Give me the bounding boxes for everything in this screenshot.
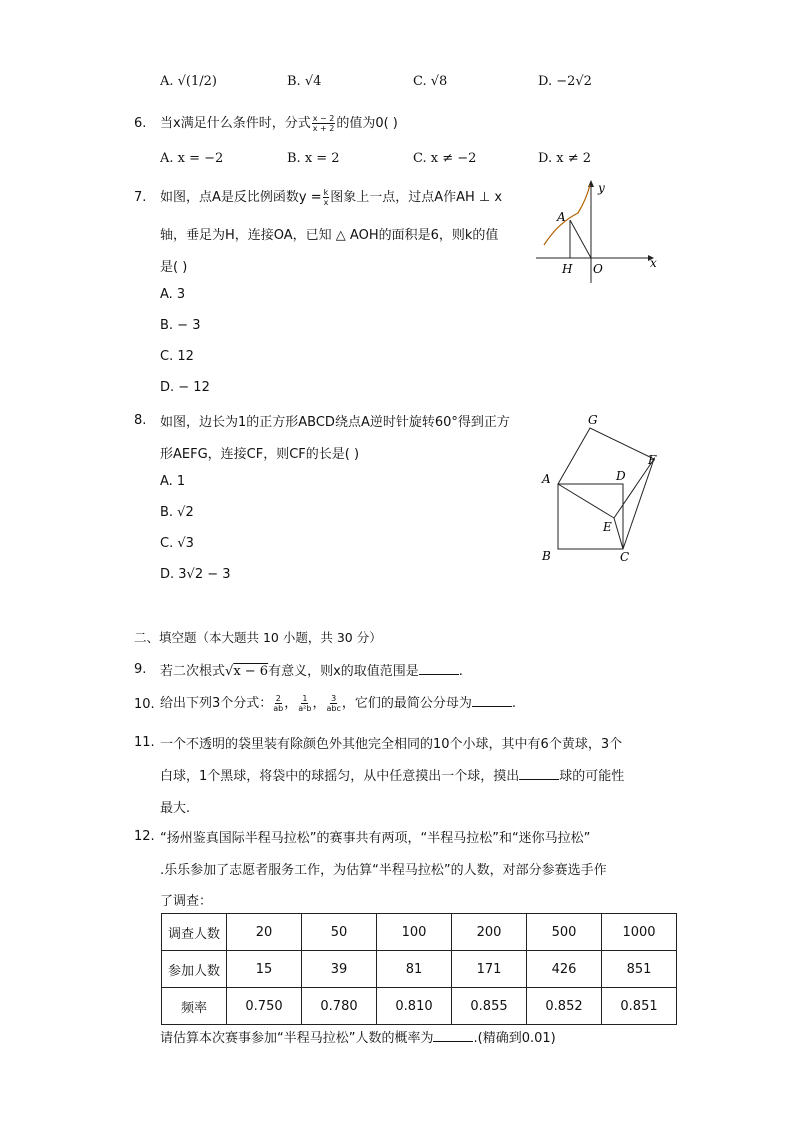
table-cell: 500: [527, 914, 602, 951]
label-b: B: [542, 549, 551, 563]
table-cell: 851: [602, 951, 677, 988]
q8-option-c: C. √3: [160, 536, 194, 551]
frequency-table: [161, 913, 677, 1025]
table-cell: 171: [452, 951, 527, 988]
label-o: O: [593, 262, 603, 276]
label-a: A: [557, 210, 566, 224]
table-cell: 81: [377, 951, 452, 988]
table-cell: 0.750: [227, 988, 302, 1025]
y-axis-arrow: [588, 180, 594, 187]
q8-option-d: D. 3√2 − 3: [160, 567, 231, 582]
q6-option-c: C. x ≠ −2: [413, 151, 477, 166]
table-row: [162, 988, 677, 1025]
table-cell: 0.855: [452, 988, 527, 1025]
q11-line1: 一个不透明的袋里装有除颜色外其他完全相同的10个小球，其中有6个黄球，3个: [160, 737, 623, 752]
q5-option-b: B. √4: [287, 74, 322, 89]
row-header: 调查人数: [162, 914, 227, 951]
q10-number: 10.: [134, 697, 155, 712]
table-cell: 200: [452, 914, 527, 951]
label-h: H: [562, 262, 573, 276]
table-cell: 39: [302, 951, 377, 988]
q6-number: 6.: [134, 116, 147, 131]
q11-number: 11.: [134, 735, 155, 750]
q9-stem: 若二次根式√x − 6有意义，则x的取值范围是 .: [160, 664, 463, 679]
q12-line2: .乐乐参加了志愿者服务工作，为估算“半程马拉松”的人数，对部分参赛选手作: [160, 863, 607, 878]
table-cell: 0.780: [302, 988, 377, 1025]
segment-cf: [623, 459, 654, 549]
q6-stem: 当x满足什么条件时，分式 $\frac{x - 2}{x + 2}$ 的值为0( ): [160, 114, 398, 133]
hyperbola-curve: [544, 185, 590, 245]
q7-option-d: D. − 12: [160, 380, 210, 395]
q8-stem-line2: 形AEFG，连接CF，则CF的长是( ): [160, 447, 360, 462]
table-cell: 50: [302, 914, 377, 951]
q9-number: 9.: [134, 662, 147, 677]
q6-option-a: A. x = −2: [160, 151, 224, 166]
square-abcd: [558, 484, 623, 549]
q5-option-c: C. √8: [413, 74, 448, 89]
segment-ec: [614, 518, 623, 549]
q7-stem-line3: 是( ): [160, 260, 188, 275]
q7-option-b: B. − 3: [160, 318, 201, 333]
q9-answer-blank[interactable]: [419, 662, 459, 675]
q7-stem-line1: 如图，点A是反比例函数y = $\frac{k}{x}$ 图象上一点，过点A作AH ⊥ x: [160, 188, 503, 207]
q12-answer-blank[interactable]: [433, 1029, 473, 1042]
q8-figure: [530, 408, 670, 568]
q12-number: 12.: [134, 829, 155, 844]
label-c: C: [620, 550, 630, 564]
table-row: [162, 914, 677, 951]
q5-option-d: D. −2√2: [538, 74, 592, 89]
q12-line1: “扬州鉴真国际半程马拉松”的赛事共有两项，“半程马拉松”和“迷你马拉松”: [160, 831, 591, 846]
q11-line2: 白球，1个黑球，将袋中的球摇匀，从中任意摸出一个球，摸出 球的可能性: [160, 769, 625, 784]
q11-answer-blank[interactable]: [519, 767, 559, 780]
q7-option-a: A. 3: [160, 287, 186, 302]
label-d: D: [616, 469, 626, 483]
q12-line3: 了调查：: [160, 894, 213, 909]
table-row: [162, 951, 677, 988]
label-f: F: [648, 453, 657, 467]
q8-stem-line1: 如图，边长为1的正方形ABCD绕点A逆时针旋转60°得到正方: [160, 415, 510, 430]
label-x: x: [650, 256, 657, 270]
label-g: G: [588, 413, 598, 427]
table-cell: 20: [227, 914, 302, 951]
q8-option-a: A. 1: [160, 474, 186, 489]
table-cell: 0.851: [602, 988, 677, 1025]
table-cell: 426: [527, 951, 602, 988]
q10-stem: 给出下列3个分式： $\frac{2}{ab}$ ， $\frac{1}{\text{a²b}}$ ， $\frac{3}{\text{abc}}$ ，它们的最简公分母为 .: [160, 694, 517, 713]
q7-stem-line2: 轴，垂足为H，连接OA，已知 △ AOH的面积是6，则k的值: [160, 228, 499, 243]
table-cell: 0.852: [527, 988, 602, 1025]
table-cell: 1000: [602, 914, 677, 951]
row-header: 参加人数: [162, 951, 227, 988]
segment-oa: [570, 220, 591, 258]
label-y: y: [598, 181, 605, 195]
row-header: 频率: [162, 988, 227, 1025]
q6-option-d: D. x ≠ 2: [538, 151, 591, 166]
q6-option-b: B. x = 2: [287, 151, 340, 166]
table-cell: 15: [227, 951, 302, 988]
table-cell: 100: [377, 914, 452, 951]
q7-number: 7.: [134, 190, 147, 205]
q7-figure: [530, 175, 670, 290]
square-aefg: [558, 428, 654, 518]
table-cell: 0.810: [377, 988, 452, 1025]
q8-number: 8.: [134, 413, 147, 428]
label-e: E: [603, 520, 612, 534]
q12-after-table: 请估算本次赛事参加“半程马拉松”人数的概率为 .(精确到0.01): [160, 1031, 556, 1046]
q10-answer-blank[interactable]: [472, 694, 512, 707]
section-title: 二、填空题（本大题共 10 小题，共 30 分）: [134, 630, 382, 645]
label-a: A: [542, 472, 551, 486]
q8-option-b: B. √2: [160, 505, 194, 520]
q5-option-a: A. √(1/2): [160, 74, 218, 89]
q7-option-c: C. 12: [160, 349, 194, 364]
q11-line3: 最大.: [160, 801, 191, 816]
